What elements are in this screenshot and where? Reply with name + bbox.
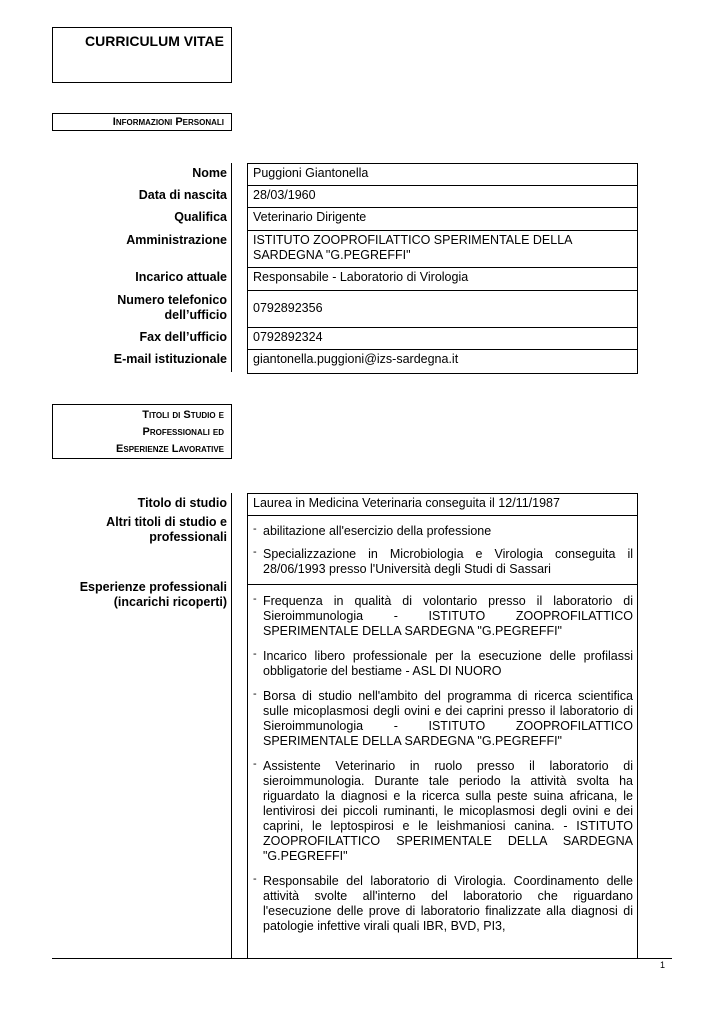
section-titoli-line3: Esperienze Lavorative: [116, 443, 224, 455]
fax-row: [248, 328, 637, 350]
telefono-label-line1: Numero telefonico: [117, 293, 227, 307]
telefono-row: [248, 291, 637, 328]
titoli-values: [247, 493, 638, 959]
esperienza-text: Frequenza in qualità di volontario presso il laboratorio di Sieroimmunologia - ISTITUTO ZOOPROFILATTICO SPERIMENTALE DELLA SARDEGNA "G.PEGREFFI": [263, 594, 633, 638]
esperienze-row: [248, 585, 637, 934]
amministrazione-row: [248, 231, 637, 268]
amministrazione-label: Amministrazione: [126, 233, 227, 247]
email-label: E-mail istituzionale: [113, 352, 227, 366]
titolo-studio-value: Laurea in Medicina Veterinaria conseguita il 12/11/1987: [253, 496, 560, 510]
altri-titoli-label-line1: Altri titoli di studio e: [106, 515, 227, 529]
altri-titoli-item: - Specializzazione in Microbiologia e Virologia conseguita il 28/06/1993 presso l'Università degli Studi di Sassari: [253, 546, 633, 576]
nascita-value: 28/03/1960: [253, 188, 316, 202]
esperienza-text: Incarico libero professionale per la esecuzione delle profilassi obbligatorie del bestiame - ASL DI NUORO: [263, 649, 633, 678]
telefono-label: [52, 293, 232, 323]
incarico-row: [248, 268, 637, 291]
fax-label: Fax dell’ufficio: [139, 330, 227, 344]
section-titoli-line2: Professionali ed: [142, 426, 224, 438]
titolo-studio-row: [248, 494, 637, 516]
esperienza-item: - Frequenza in qualità di volontario presso il laboratorio di Sieroimmunologia - ISTITUTO ZOOPROFILATTICO SPERIMENTALE DELLA SARDEGNA "G.PEGREFFI": [253, 593, 633, 638]
telefono-value: 0792892356: [253, 301, 323, 315]
esperienze-label-line1: Esperienze professionali: [79, 580, 227, 594]
qualifica-row: [248, 208, 637, 231]
nascita-label: Data di nascita: [138, 188, 227, 202]
telefono-label-line2: dell’ufficio: [164, 308, 227, 322]
incarico-label: Incarico attuale: [135, 270, 227, 284]
esperienza-text: Assistente Veterinario in ruolo presso il laboratorio di sieroimmunologia. Durante tale periodo la attività svolta ha riguardato la diagnosi e la ricerca sulla peste suina africana, le lentivirosi dei piccoli ruminanti, le micoplasmosi degli ovini e dei caprini, le leptospirosi e le leishmaniosi canina. - ISTITUTO ZOOPROFILATTICO SPERIMENTALE DELLA SARDEGNA "G.PEGREFFI": [263, 759, 633, 863]
section-titoli-line1: Titoli di Studio e: [142, 409, 224, 421]
email-row: [248, 350, 637, 373]
esperienza-item: - Assistente Veterinario in ruolo presso il laboratorio di sieroimmunologia. Durante tale periodo la attività svolta ha riguardato la diagnosi e la ricerca sulla peste suina africana, le lentivirosi dei piccoli ruminanti, le micoplasmosi degli ovini e dei caprini, le leptospirosi e le leishmaniosi canina. - ISTITUTO ZOOPROFILATTICO SPERIMENTALE DELLA SARDEGNA "G.PEGREFFI": [253, 758, 633, 863]
label-divider-titoli: [231, 493, 232, 958]
esperienza-text: Borsa di studio nell'ambito del programma di ricerca scientifica sulle micoplasmosi degli ovini e dei caprini presso il laboratorio di Sieroimmunologia - ISTITUTO ZOOPROFILATTICO SPERIMENTALE DELLA SARDEGNA "G.PEGREFFI": [263, 689, 633, 748]
esperienza-text: Responsabile del laboratorio di Virologia. Coordinamento delle attività svolte all'interno del laboratorio che riguardano l'esecuzione delle prove di laboratorio finalizzate alla diagnosi di patologie infettive virali quali IBR, BVD, PI3,: [263, 874, 633, 933]
cv-title: CURRICULUM VITAE: [85, 33, 224, 49]
esperienze-label: [52, 580, 232, 610]
nascita-row: [248, 186, 637, 208]
esperienza-item: - Incarico libero professionale per la esecuzione delle profilassi obbligatorie del bestiame - ASL DI NUORO: [253, 648, 633, 678]
amministrazione-line2: SARDEGNA "G.PEGREFFI": [253, 248, 411, 262]
esperienze-label-line2: (incarichi ricoperti): [113, 595, 227, 609]
section-header-titoli: [52, 404, 232, 459]
fax-value: 0792892324: [253, 330, 323, 344]
qualifica-value: Veterinario Dirigente: [253, 210, 367, 224]
section-header-personal: [52, 113, 232, 131]
email-value: giantonella.puggioni@izs-sardegna.it: [253, 352, 459, 366]
page-number: 1: [660, 960, 666, 970]
cv-title-box: [52, 27, 232, 83]
incarico-value: Responsabile - Laboratorio di Virologia: [253, 270, 469, 284]
section-personal-label: Informazioni Personali: [112, 116, 224, 128]
altri-titoli-label-line2: professionali: [149, 530, 227, 544]
nome-value: Puggioni Giantonella: [253, 166, 369, 180]
altri-titoli-text: Specializzazione in Microbiologia e Virologia conseguita il 28/06/1993 presso l'Università degli Studi di Sassari: [263, 547, 633, 576]
esperienza-item: - Borsa di studio nell'ambito del programma di ricerca scientifica sulle micoplasmosi degli ovini e dei caprini presso il laboratorio di Sieroimmunologia - ISTITUTO ZOOPROFILATTICO SPERIMENTALE DELLA SARDEGNA "G.PEGREFFI": [253, 688, 633, 748]
personal-values: [247, 163, 638, 374]
amministrazione-line1: ISTITUTO ZOOPROFILATTICO SPERIMENTALE DELLA: [253, 233, 573, 247]
qualifica-label: Qualifica: [174, 210, 227, 224]
altri-titoli-text: abilitazione all'esercizio della professione: [263, 524, 492, 538]
esperienza-item: - Responsabile del laboratorio di Virologia. Coordinamento delle attività svolte all'interno del laboratorio che riguardano l'esecuzione delle prove di laboratorio finalizzate alla diagnosi di patologie infettive virali quali IBR, BVD, PI3,: [253, 873, 633, 933]
nome-label: Nome: [192, 166, 227, 180]
footer-rule: [52, 958, 672, 959]
altri-titoli-row: [248, 516, 637, 585]
altri-titoli-label: [52, 515, 232, 545]
titolo-studio-label: Titolo di studio: [137, 496, 227, 510]
nome-row: [248, 164, 637, 186]
amministrazione-value: [248, 231, 637, 265]
altri-titoli-item: - abilitazione all'esercizio della professione: [253, 523, 492, 538]
